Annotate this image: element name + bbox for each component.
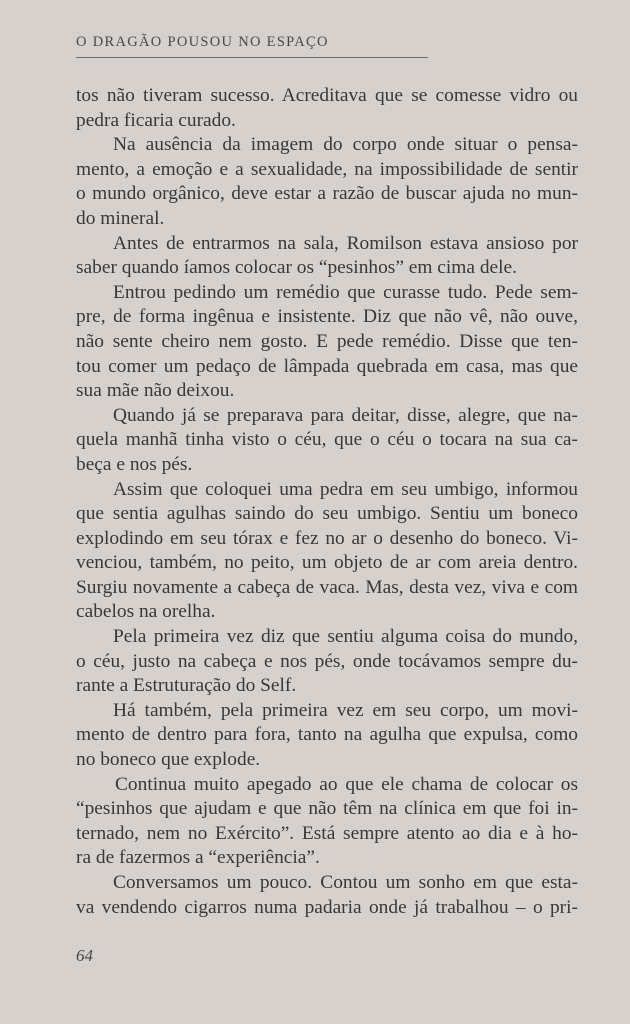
text-line: mento, a emoção e a sexualidade, na impossibilidade de sentir [76, 158, 578, 180]
text-line: Antes de entrarmos na sala, Romilson estava ansioso por [113, 232, 578, 254]
text-line: pre, de forma ingênua e insistente. Diz que não vê, não ouve, [76, 306, 578, 328]
text-line: explodindo em seu tórax e fez no ar o desenho do boneco. Vi- [76, 527, 578, 549]
text-line: ra de fazermos a “experiência”. [76, 847, 320, 869]
text-line: pedra ficaria curado. [76, 109, 236, 131]
text-line: tos não tiveram sucesso. Acreditava que se comesse vidro ou [76, 85, 578, 106]
text-line: Pela primeira vez diz que sentiu alguma coisa do mundo, [113, 626, 578, 648]
running-header: O DRAGÃO POUSOU NO ESPAÇO [76, 34, 329, 50]
text-line: Quando já se preparava para deitar, disse, alegre, que na- [113, 404, 578, 426]
text-line: beça e nos pés. [76, 453, 193, 475]
text-line: o céu, justo na cabeça e nos pés, onde tocávamos sempre du- [76, 650, 578, 672]
text-line: no boneco que explode. [76, 749, 261, 771]
text-line: “pesinhos que ajudam e que não têm na clínica em que foi in- [76, 798, 578, 820]
text-line: quela manhã tinha visto o céu, que o céu o tocara na sua ca- [76, 429, 578, 451]
text-line: mento de dentro para fora, tanto na agulha que expulsa, como [76, 724, 578, 746]
text-line: rante a Estruturação do Self. [76, 675, 297, 697]
text-line: o mundo orgânico, deve estar a razão de buscar ajuda no mun- [76, 183, 578, 205]
text-line: sua mãe não deixou. [76, 380, 235, 402]
text-line: Entrou pedindo um remédio que curasse tudo. Pede sem- [113, 281, 578, 303]
text-line: Na ausência da imagem do corpo onde situar o pensa- [113, 134, 578, 156]
text-line: que sentia agulhas saindo do seu umbigo. Sentiu um boneco [76, 503, 578, 525]
page-number: 64 [76, 946, 93, 965]
text-line: tou comer um pedaço de lâmpada quebrada em casa, mas que [76, 355, 578, 377]
text-line: venciou, também, no peito, um objeto de ar com areia dentro. [76, 552, 578, 574]
header-rule [76, 57, 428, 58]
text-line: Há também, pela primeira vez em seu corpo, um movi- [113, 699, 578, 721]
body-text [76, 84, 578, 920]
text-line: cabelos na orelha. [76, 601, 216, 623]
text-line: não sente cheiro nem gosto. E pede remédio. Disse que ten- [76, 330, 578, 352]
text-line: Surgiu novamente a cabeça de vaca. Mas, desta vez, viva e com [76, 576, 578, 598]
text-line: saber quando íamos colocar os “pesinhos” em cima dele. [76, 257, 517, 279]
text-line: Assim que coloquei uma pedra em seu umbigo, informou [113, 478, 578, 500]
text-line: va vendendo cigarros numa padaria onde já trabalhou – o pri- [76, 896, 578, 918]
text-line: Conversamos um pouco. Contou um sonho em que esta- [113, 872, 578, 893]
text-line: Continua muito apegado ao que ele chama de colocar os [115, 773, 578, 795]
text-line: do mineral. [76, 207, 165, 229]
text-line: ternado, nem no Exército”. Está sempre atento ao dia e à ho- [76, 822, 578, 844]
